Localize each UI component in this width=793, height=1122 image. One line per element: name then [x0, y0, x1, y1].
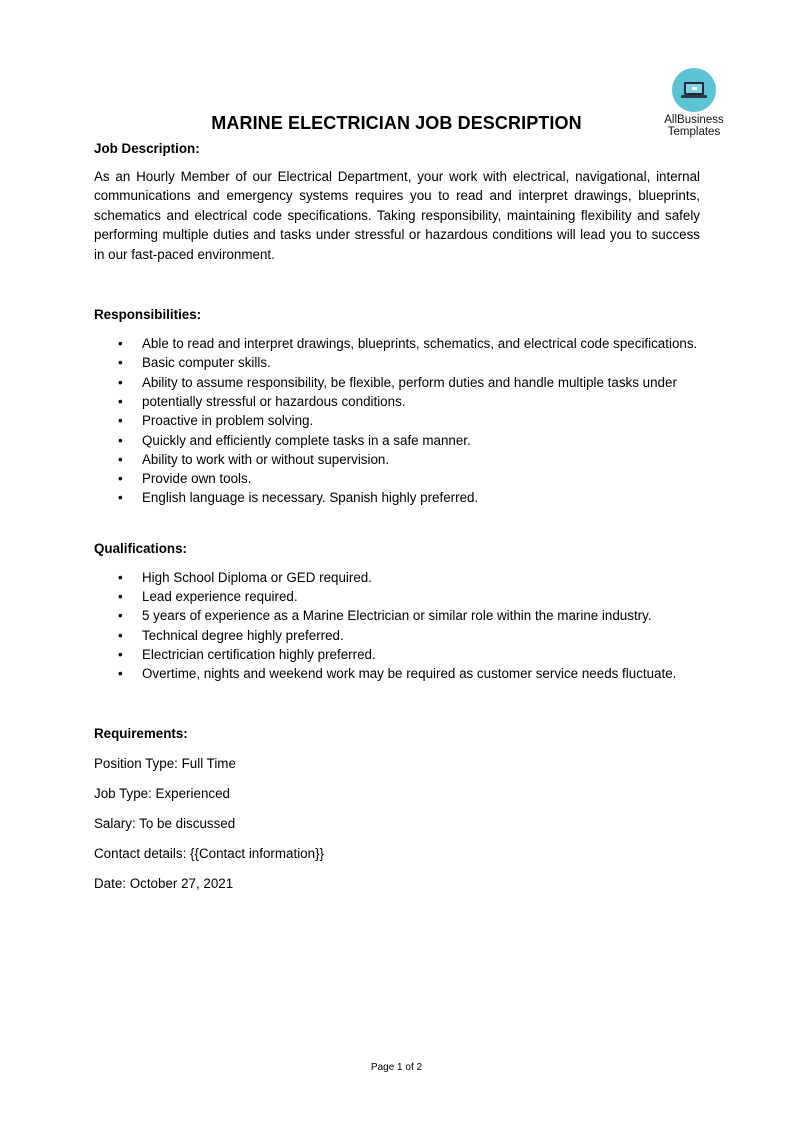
list-item [94, 626, 700, 645]
bullet-icon: • [118, 413, 123, 429]
bullet-icon: • [118, 374, 123, 390]
bullet-icon: • [118, 569, 123, 585]
list-item [94, 411, 700, 430]
logo-line-2: Templates [667, 126, 721, 138]
list-item-text: Able to read and interpret drawings, blueprints, schematics, and electrical code specifications. [142, 336, 698, 352]
list-item [94, 568, 700, 587]
bullet-icon: • [118, 666, 123, 682]
list-item [94, 587, 700, 606]
qualifications-heading: Qualifications: [94, 540, 188, 556]
bullet-icon: • [118, 608, 123, 624]
list-item [94, 469, 700, 488]
list-item-text: Technical degree highly preferred. [142, 627, 344, 643]
list-item-text: High School Diploma or GED required. [142, 569, 372, 585]
job-description-heading: Job Description: [94, 141, 200, 156]
position-type: Position Type: Full Time [94, 756, 236, 772]
list-item-text: English language is necessary. Spanish highly preferred. [142, 490, 479, 506]
list-item-text: 5 years of experience as a Marine Electrician or similar role within the marine industry. [142, 608, 652, 624]
salary: Salary: To be discussed [94, 816, 236, 832]
list-item [94, 373, 700, 392]
list-item [94, 488, 700, 507]
list-item-text: Basic computer skills. [142, 355, 271, 371]
page-number: Page 1 of 2 [370, 1062, 423, 1073]
bullet-icon: • [118, 336, 123, 352]
bullet-icon: • [118, 355, 123, 371]
document-title: MARINE ELECTRICIAN JOB DESCRIPTION [211, 113, 582, 133]
list-item-text: Lead experience required. [142, 589, 298, 604]
bullet-icon: • [118, 393, 123, 409]
bullet-icon: • [118, 646, 123, 662]
requirements-heading: Requirements: [94, 726, 188, 742]
list-item-text: Overtime, nights and weekend work may be required as customer service needs fluctuate. [142, 666, 677, 682]
list-item-text: potentially stressful or hazardous conditions. [142, 393, 406, 409]
list-item-text: Proactive in problem solving. [142, 413, 314, 429]
bullet-icon: • [118, 432, 123, 448]
bullet-icon: • [118, 471, 123, 487]
qualifications-list [94, 568, 700, 684]
list-item-text: Ability to work with or without supervision. [142, 451, 390, 467]
bullet-icon: • [118, 490, 123, 506]
laptop-icon [672, 68, 716, 112]
document-body [94, 139, 700, 893]
date: Date: October 27, 2021 [94, 876, 234, 892]
logo-line-1: AllBusiness [664, 114, 724, 126]
list-item-text: Provide own tools. [142, 471, 252, 487]
list-item [94, 450, 700, 469]
responsibilities-heading: Responsibilities: [94, 307, 202, 323]
list-item-text: Electrician certification highly preferred. [142, 646, 376, 662]
list-item [94, 606, 700, 625]
list-item-text: Quickly and efficiently complete tasks in a safe manner. [142, 432, 471, 448]
list-item [94, 431, 700, 450]
list-item [94, 334, 700, 353]
bullet-icon: • [118, 451, 123, 467]
list-item [94, 645, 700, 664]
list-item-text: Ability to assume responsibility, be flexible, perform duties and handle multiple tasks under [142, 374, 677, 390]
job-type: Job Type: Experienced [94, 786, 230, 802]
list-item [94, 664, 700, 683]
list-item [94, 353, 700, 372]
responsibilities-list [94, 334, 700, 508]
bullet-icon: • [118, 589, 123, 604]
job-description-text: As an Hourly Member of our Electrical Department, your work with electrical, navigational, internal communications and emergency systems requires you to read and interpret drawings, blueprints, schematics and electrical code specifications. Taking responsibility, maintaining flexibility and safely performing multiple duties and tasks under stressful or hazardous conditions will lead you to success in our fast-paced environment. [94, 169, 700, 262]
list-item [94, 392, 700, 411]
contact-details: Contact details: {{Contact information}} [94, 846, 325, 862]
bullet-icon: • [118, 627, 123, 643]
